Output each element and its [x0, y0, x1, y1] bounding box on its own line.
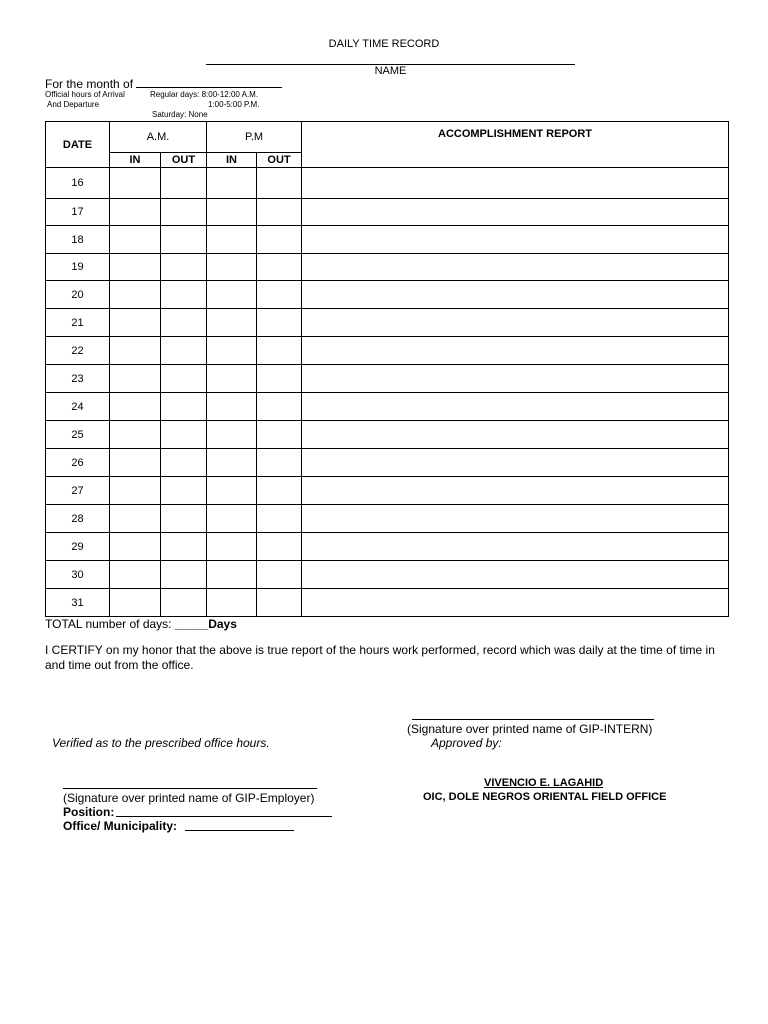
employer-signature-label: (Signature over printed name of GIP-Employer) [63, 791, 315, 805]
table-row [46, 254, 729, 281]
table-row [46, 199, 729, 226]
pm-in-cell[interactable] [207, 589, 257, 617]
pm-in-cell[interactable] [207, 254, 257, 281]
pm-out-cell[interactable] [257, 309, 302, 337]
pm-in-cell[interactable] [207, 393, 257, 421]
date-cell: 22 [46, 337, 110, 365]
position-blank[interactable] [116, 816, 332, 817]
pm-in-cell[interactable] [207, 561, 257, 589]
accomplishment-cell[interactable] [302, 533, 729, 561]
am-out-cell[interactable] [161, 281, 207, 309]
pm-in-cell[interactable] [207, 309, 257, 337]
table-row [46, 449, 729, 477]
hours-label-1: Official hours of Arrival [45, 90, 125, 99]
afternoon-hours: 1:00-5:00 P.M. [208, 100, 260, 109]
total-days [45, 617, 237, 631]
pm-header: P.M [207, 122, 302, 153]
table-row [46, 533, 729, 561]
am-out-cell[interactable] [161, 393, 207, 421]
pm-in-cell[interactable] [207, 449, 257, 477]
pm-in-cell[interactable] [207, 533, 257, 561]
pm-in-cell[interactable] [207, 168, 257, 199]
table-row [46, 421, 729, 449]
accomplishment-cell[interactable] [302, 168, 729, 199]
accomplishment-cell[interactable] [302, 505, 729, 533]
pm-in-cell[interactable] [207, 505, 257, 533]
am-out-cell[interactable] [161, 337, 207, 365]
date-cell: 24 [46, 393, 110, 421]
pm-in-cell[interactable] [207, 421, 257, 449]
position-field [63, 805, 114, 819]
am-out-cell[interactable] [161, 505, 207, 533]
pm-out-cell[interactable] [257, 561, 302, 589]
month-label: For the month of [45, 77, 134, 91]
am-out-cell[interactable] [161, 533, 207, 561]
intern-signature-line[interactable] [412, 719, 654, 720]
document-title: DAILY TIME RECORD [328, 38, 440, 50]
accomplishment-cell[interactable] [302, 449, 729, 477]
pm-out-cell[interactable] [257, 226, 302, 254]
am-in-cell[interactable] [110, 505, 161, 533]
accomplishment-cell[interactable] [302, 365, 729, 393]
table-row [46, 281, 729, 309]
am-in-cell[interactable] [110, 309, 161, 337]
position-label: Position: [63, 805, 115, 819]
table-row [46, 561, 729, 589]
date-cell: 18 [46, 226, 110, 254]
saturday-hours: Saturday: None [152, 110, 208, 119]
office-blank[interactable] [185, 830, 294, 831]
pm-out-cell[interactable] [257, 365, 302, 393]
office-label: Office/ Municipality: [63, 819, 178, 833]
am-in-cell[interactable] [110, 393, 161, 421]
hours-label-2: And Departure [47, 100, 100, 109]
pm-out-cell[interactable] [257, 477, 302, 505]
pm-out-cell[interactable] [257, 589, 302, 617]
pm-in-cell[interactable] [207, 365, 257, 393]
pm-in-cell[interactable] [207, 281, 257, 309]
am-in-cell[interactable] [110, 449, 161, 477]
table-row [46, 477, 729, 505]
date-cell: 23 [46, 365, 110, 393]
accomplishment-header: ACCOMPLISHMENT REPORT [302, 122, 729, 168]
table-row [46, 365, 729, 393]
pm-out-cell[interactable] [257, 168, 302, 199]
regular-days: Regular days: 8:00-12:00 A.M. [150, 90, 259, 99]
am-out-cell[interactable] [161, 365, 207, 393]
am-out-cell[interactable] [161, 226, 207, 254]
am-out-cell[interactable] [161, 421, 207, 449]
approver-name: VIVENCIO E. LAGAHID [484, 777, 604, 789]
am-out-cell[interactable] [161, 589, 207, 617]
am-out-cell[interactable] [161, 168, 207, 199]
table-row [46, 168, 729, 199]
approver-title: OIC, DOLE NEGROS ORIENTAL FIELD OFFICE [423, 791, 667, 803]
days-label: Days [208, 617, 237, 631]
date-header: DATE [46, 122, 110, 168]
accomplishment-cell[interactable] [302, 477, 729, 505]
accomplishment-cell[interactable] [302, 589, 729, 617]
table-row [46, 589, 729, 617]
time-record-table [45, 121, 729, 617]
date-cell: 20 [46, 281, 110, 309]
accomplishment-cell[interactable] [302, 393, 729, 421]
am-in-cell[interactable] [110, 365, 161, 393]
am-in-cell[interactable] [110, 533, 161, 561]
am-in-header: IN [110, 153, 161, 168]
table-row [46, 337, 729, 365]
accomplishment-cell[interactable] [302, 561, 729, 589]
am-out-header: OUT [161, 153, 207, 168]
am-in-cell[interactable] [110, 226, 161, 254]
total-label: TOTAL number of days: [45, 617, 172, 631]
date-cell: 19 [46, 254, 110, 281]
date-cell: 17 [46, 199, 110, 226]
employer-signature-line[interactable] [63, 788, 317, 789]
pm-out-cell[interactable] [257, 281, 302, 309]
table-row [46, 393, 729, 421]
am-in-cell[interactable] [110, 561, 161, 589]
table-row [46, 505, 729, 533]
table-row [46, 226, 729, 254]
am-in-cell[interactable] [110, 589, 161, 617]
am-in-cell[interactable] [110, 199, 161, 226]
date-cell: 29 [46, 533, 110, 561]
month-blank[interactable] [136, 77, 282, 88]
am-out-cell[interactable] [161, 309, 207, 337]
pm-in-header: IN [207, 153, 257, 168]
pm-out-cell[interactable] [257, 533, 302, 561]
certification-text: I CERTIFY on my honor that the above is true report of the hours work performed, record which was daily at the time of time in and time out from the office. [45, 643, 715, 672]
date-cell: 31 [46, 589, 110, 617]
accomplishment-cell[interactable] [302, 337, 729, 365]
pm-in-cell[interactable] [207, 477, 257, 505]
pm-out-cell[interactable] [257, 199, 302, 226]
date-cell: 21 [46, 309, 110, 337]
pm-out-cell[interactable] [257, 393, 302, 421]
date-cell: 16 [46, 168, 110, 199]
pm-out-cell[interactable] [257, 421, 302, 449]
accomplishment-cell[interactable] [302, 281, 729, 309]
date-cell: 26 [46, 449, 110, 477]
accomplishment-cell[interactable] [302, 199, 729, 226]
am-in-cell[interactable] [110, 337, 161, 365]
am-in-cell[interactable] [110, 281, 161, 309]
date-cell: 25 [46, 421, 110, 449]
pm-out-cell[interactable] [257, 254, 302, 281]
table-row [46, 309, 729, 337]
accomplishment-cell[interactable] [302, 226, 729, 254]
accomplishment-cell[interactable] [302, 309, 729, 337]
pm-out-cell[interactable] [257, 337, 302, 365]
date-cell: 30 [46, 561, 110, 589]
approved-by-label: Approved by: [431, 736, 502, 750]
am-in-cell[interactable] [110, 477, 161, 505]
am-out-cell[interactable] [161, 199, 207, 226]
pm-in-cell[interactable] [207, 337, 257, 365]
am-header: A.M. [110, 122, 207, 153]
am-out-cell[interactable] [161, 561, 207, 589]
date-cell: 27 [46, 477, 110, 505]
am-out-cell[interactable] [161, 477, 207, 505]
pm-out-header: OUT [257, 153, 302, 168]
am-out-cell[interactable] [161, 449, 207, 477]
verified-text: Verified as to the prescribed office hours. [52, 736, 270, 750]
month-field [45, 77, 282, 91]
am-in-cell[interactable] [110, 168, 161, 199]
pm-out-cell[interactable] [257, 449, 302, 477]
am-in-cell[interactable] [110, 421, 161, 449]
name-label: NAME [374, 65, 407, 77]
date-cell: 28 [46, 505, 110, 533]
pm-out-cell[interactable] [257, 505, 302, 533]
accomplishment-cell[interactable] [302, 254, 729, 281]
intern-signature-label: (Signature over printed name of GIP-INTERN) [407, 722, 653, 736]
pm-in-cell[interactable] [207, 199, 257, 226]
total-blank[interactable]: _____ [174, 617, 209, 631]
am-in-cell[interactable] [110, 254, 161, 281]
pm-in-cell[interactable] [207, 226, 257, 254]
office-field [63, 819, 177, 833]
am-out-cell[interactable] [161, 254, 207, 281]
accomplishment-cell[interactable] [302, 421, 729, 449]
